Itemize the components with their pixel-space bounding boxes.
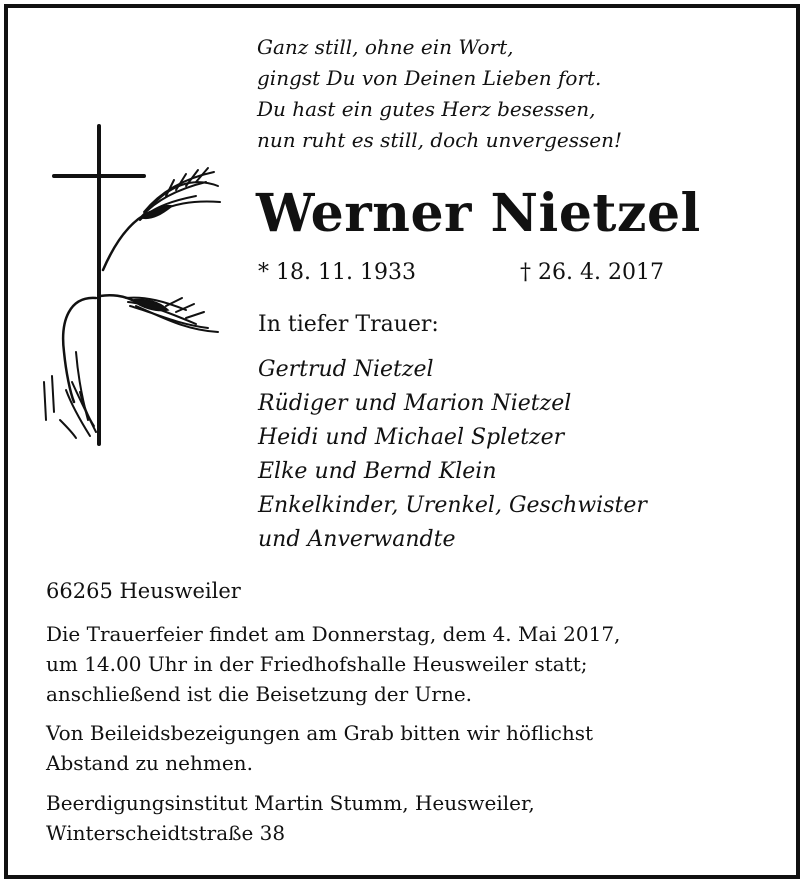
family-member: Elke und Bernd Klein xyxy=(258,459,497,484)
deceased-name: Werner Nietzel xyxy=(256,183,701,244)
poem-line: Du hast ein gutes Herz besessen, xyxy=(257,97,596,121)
cross-with-wheat-icon xyxy=(36,120,226,450)
ceremony-line: anschließend ist die Beisetzung der Urne. xyxy=(46,682,473,706)
funeral-home-line: Beerdigungsinstitut Martin Stumm, Heusweiler, xyxy=(46,791,535,815)
ceremony-line: um 14.00 Uhr in der Friedhofshalle Heusweiler statt; xyxy=(46,652,588,676)
condolence-line: Von Beileidsbezeigungen am Grab bitten wir höflichst xyxy=(46,721,594,745)
family-member: Enkelkinder, Urenkel, Geschwister xyxy=(258,493,647,518)
poem-line: nun ruht es still, doch unvergessen! xyxy=(257,128,623,152)
funeral-home xyxy=(46,788,535,848)
family-member: und Anverwandte xyxy=(258,527,456,552)
poem-line: Ganz still, ohne ein Wort, xyxy=(257,35,514,59)
ceremony-line: Die Trauerfeier findet am Donnerstag, dem 4. Mai 2017, xyxy=(46,622,621,646)
family-list xyxy=(258,353,647,557)
poem-line: gingst Du von Deinen Lieben fort. xyxy=(257,66,602,90)
ceremony-info xyxy=(46,619,620,709)
place: 66265 Heusweiler xyxy=(46,579,241,603)
funeral-home-line: Winterscheidtstraße 38 xyxy=(46,821,286,845)
mourning-heading: In tiefer Trauer: xyxy=(258,312,439,337)
family-member: Rüdiger und Marion Nietzel xyxy=(258,391,572,416)
poem xyxy=(257,32,622,156)
birth-date: * 18. 11. 1933 xyxy=(258,260,416,285)
family-member: Gertrud Nietzel xyxy=(258,357,434,382)
condolence-note xyxy=(46,718,593,778)
condolence-line: Abstand zu nehmen. xyxy=(46,751,253,775)
family-member: Heidi und Michael Spletzer xyxy=(258,425,565,450)
death-date: † 26. 4. 2017 xyxy=(520,260,664,285)
